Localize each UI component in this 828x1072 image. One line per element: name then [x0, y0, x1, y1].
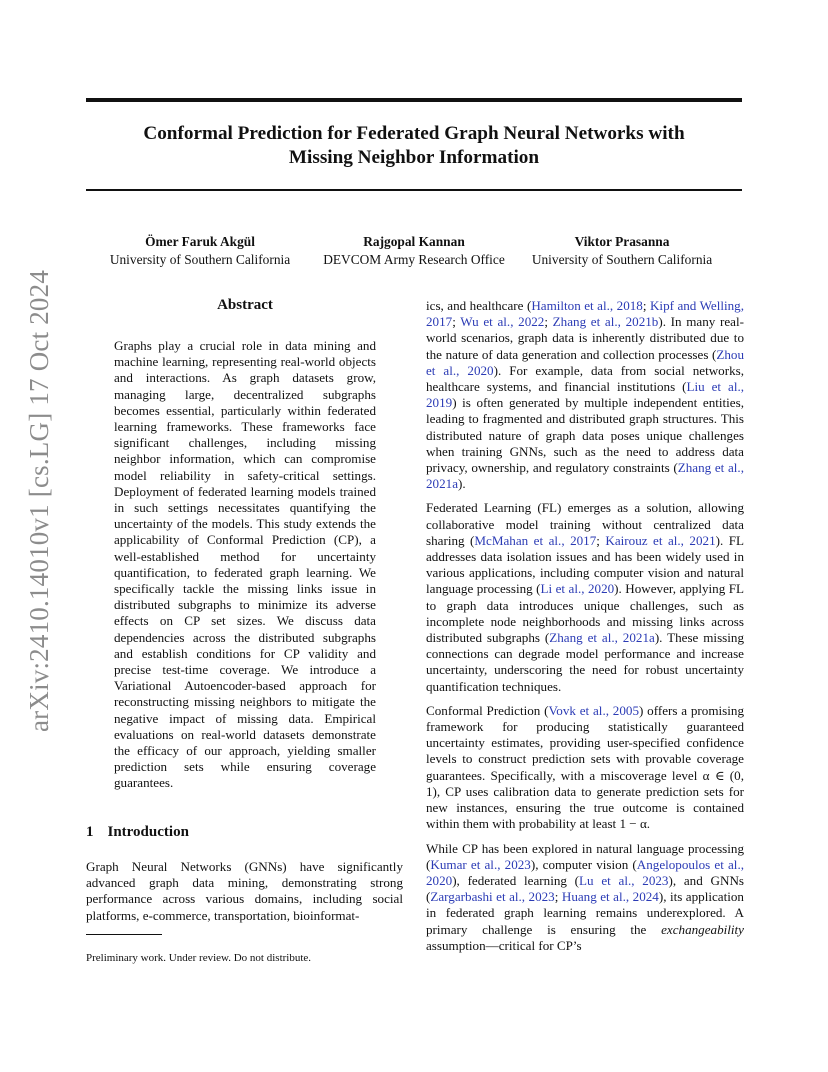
- citation-link[interactable]: Vovk et al., 2005: [548, 702, 639, 718]
- author-affiliation: University of Southern California: [531, 252, 713, 267]
- citation-link[interactable]: Huang et al., 2024: [561, 889, 659, 905]
- abstract-heading: Abstract: [217, 297, 273, 313]
- citation-link[interactable]: Kairouz et al., 2021: [605, 532, 716, 548]
- text-run: ;: [554, 889, 562, 905]
- text-run: ). However, applying FL to graph data introduces unique challenges, such as incomplete node neighborhoods and missing links across distributed subgraphs (: [426, 581, 745, 646]
- paper-title: [86, 122, 742, 170]
- text-run: While CP has been explored in natural language processing (: [426, 840, 744, 872]
- right-column: [426, 298, 744, 962]
- paragraph-graph-distribution: [426, 298, 744, 492]
- citation-link[interactable]: Hamilton et al., 2018: [531, 298, 643, 313]
- text-run: ). FL addresses data isolation issues and has been widely used in various applications, including computer vision and natural language processing (: [426, 532, 745, 597]
- top-rule: [86, 98, 742, 102]
- introduction-left-column: [86, 859, 403, 932]
- author-1: [100, 233, 300, 269]
- text-run: ), its application in federated graph learning remains underexplored. A primary challenge is ensuring the: [426, 889, 744, 937]
- arxiv-stamp: arXiv:2410.14010v1 [cs.LG] 17 Oct 2024: [24, 269, 54, 732]
- author-affiliation: DEVCOM Army Research Office: [323, 252, 505, 267]
- text-run: ), federated learning (: [452, 872, 580, 888]
- citation-link[interactable]: Liu et al., 2019: [426, 379, 745, 411]
- citation-link[interactable]: Wu et al., 2022: [460, 314, 545, 330]
- author-2: [314, 233, 514, 269]
- text-run: ). These missing connections can degrade model performance and increase uncertainty, underscoring the need for robust uncertainty quantification techniques.: [426, 630, 744, 694]
- paragraph-cp-applications: [426, 841, 744, 954]
- text-run: ).: [458, 476, 466, 492]
- section-title: Introduction: [107, 824, 189, 840]
- author-name: Ömer Faruk Akgül: [145, 234, 255, 249]
- paragraph-federated-learning: [426, 500, 744, 694]
- abstract-text: Graphs play a crucial role in data mining and machine learning, representing real-world objects and interactions. As graph datasets grow, managing large, decentralized subgraphs becomes essential, particularly within federated learning frameworks. These frameworks face significant challenges, including missing neighbor information, which can compromise model reliability in safety-critical settings. Deployment of federated learning models trained in such settings necessitates quantifying the uncertainty of the models. This study extends the applicability of Conformal Prediction (CP), a well-established method for uncertainty quantification, to federated graph learning. We specifically tackle the missing links issue in distributed subgraphs to minimize its adverse effects on CP set sizes. We discuss data dependencies across the distributed subgraphs and establish conditions for CP validity and precise test-time coverage. We introduce a Variational Autoencoder-based approach for reconstructing missing neighbors to mitigate the negative impact of missing data. Empirical evaluations on real-world datasets demonstrate the efficacy of our approach, yielding smaller prediction sets while ensuring coverage guarantees.: [114, 338, 376, 791]
- text-run: assumption—critical for CP’s: [426, 937, 582, 953]
- text-run: ;: [642, 298, 650, 313]
- text-run: ;: [544, 314, 553, 330]
- citation-link[interactable]: Zhang et al., 2021a: [549, 630, 655, 646]
- author-affiliation: University of Southern California: [109, 252, 291, 267]
- text-run: ), computer vision (: [530, 856, 637, 872]
- citation-link[interactable]: Lu et al., 2023: [579, 872, 669, 888]
- text-run: ) offers a promising framework for producing statistically guaranteed uncertainty estimates, providing user-specified confidence levels to construct prediction sets with provable coverage guarantees. Specifically, with a miscoverage level α ∈ (0, 1), CP uses calibration data to generate prediction sets for new instances, ensuring the true outcome is contained within them with probability at least 1 − α.: [426, 702, 744, 832]
- text-run: Federated Learning (FL) emerges as a solution, allowing collaborative model training without centralized data sharing (: [426, 500, 744, 548]
- text-run: ), and GNNs (: [426, 872, 744, 905]
- citation-link[interactable]: Kumar et al., 2023: [430, 856, 531, 872]
- title-line-1: Conformal Prediction for Federated Graph Neural Networks with: [143, 123, 685, 144]
- citation-link[interactable]: Zargarbashi et al., 2023: [430, 889, 555, 905]
- text-run: Conformal Prediction (: [426, 702, 549, 718]
- paragraph-conformal-prediction: [426, 703, 744, 833]
- author-3: [522, 233, 722, 269]
- section-heading-introduction: [86, 824, 189, 841]
- citation-link[interactable]: Li et al., 2020: [540, 581, 615, 597]
- text-run: ;: [596, 532, 606, 548]
- abstract-body: [114, 338, 376, 800]
- emphasis-text: exchangeability: [661, 921, 744, 937]
- author-name: Rajgopal Kannan: [363, 234, 465, 249]
- title-bottom-rule: [86, 189, 742, 191]
- citation-link[interactable]: Angelopoulos et al., 2020: [426, 856, 744, 888]
- footnote-rule: [86, 934, 162, 935]
- citation-link[interactable]: Zhou et al., 2020: [426, 346, 744, 378]
- citation-link[interactable]: Kipf and Welling, 2017: [426, 298, 744, 330]
- intro-paragraph: Graph Neural Networks (GNNs) have significantly advanced graph data mining, demonstrating strong performance across various domains, including social platforms, e-commerce, transportation, bioinformat-: [86, 859, 403, 923]
- text-run: ics, and healthcare (: [426, 298, 532, 313]
- footnote: Preliminary work. Under review. Do not distribute.: [86, 952, 312, 964]
- text-run: ). For example, data from social networks, healthcare systems, and financial institutions (: [426, 362, 744, 395]
- text-run: ). In many real-world scenarios, graph data is inherently distributed due to the nature of data generation and collection processes (: [426, 314, 744, 362]
- author-name: Viktor Prasanna: [574, 234, 670, 249]
- section-number: 1: [86, 824, 94, 840]
- title-line-2: Missing Neighbor Information: [288, 147, 540, 168]
- citation-link[interactable]: McMahan et al., 2017: [474, 532, 597, 548]
- citation-link[interactable]: Zhang et al., 2021a: [426, 460, 744, 492]
- text-run: ) is often generated by multiple independent entities, leading to fragmented and distributed graph structures. This distributed nature of graph data poses unique challenges when training GNNs, such as the need to address data privacy, ownership, and regulatory constraints (: [426, 395, 744, 476]
- text-run: ;: [452, 314, 461, 330]
- citation-link[interactable]: Zhang et al., 2021b: [552, 314, 659, 330]
